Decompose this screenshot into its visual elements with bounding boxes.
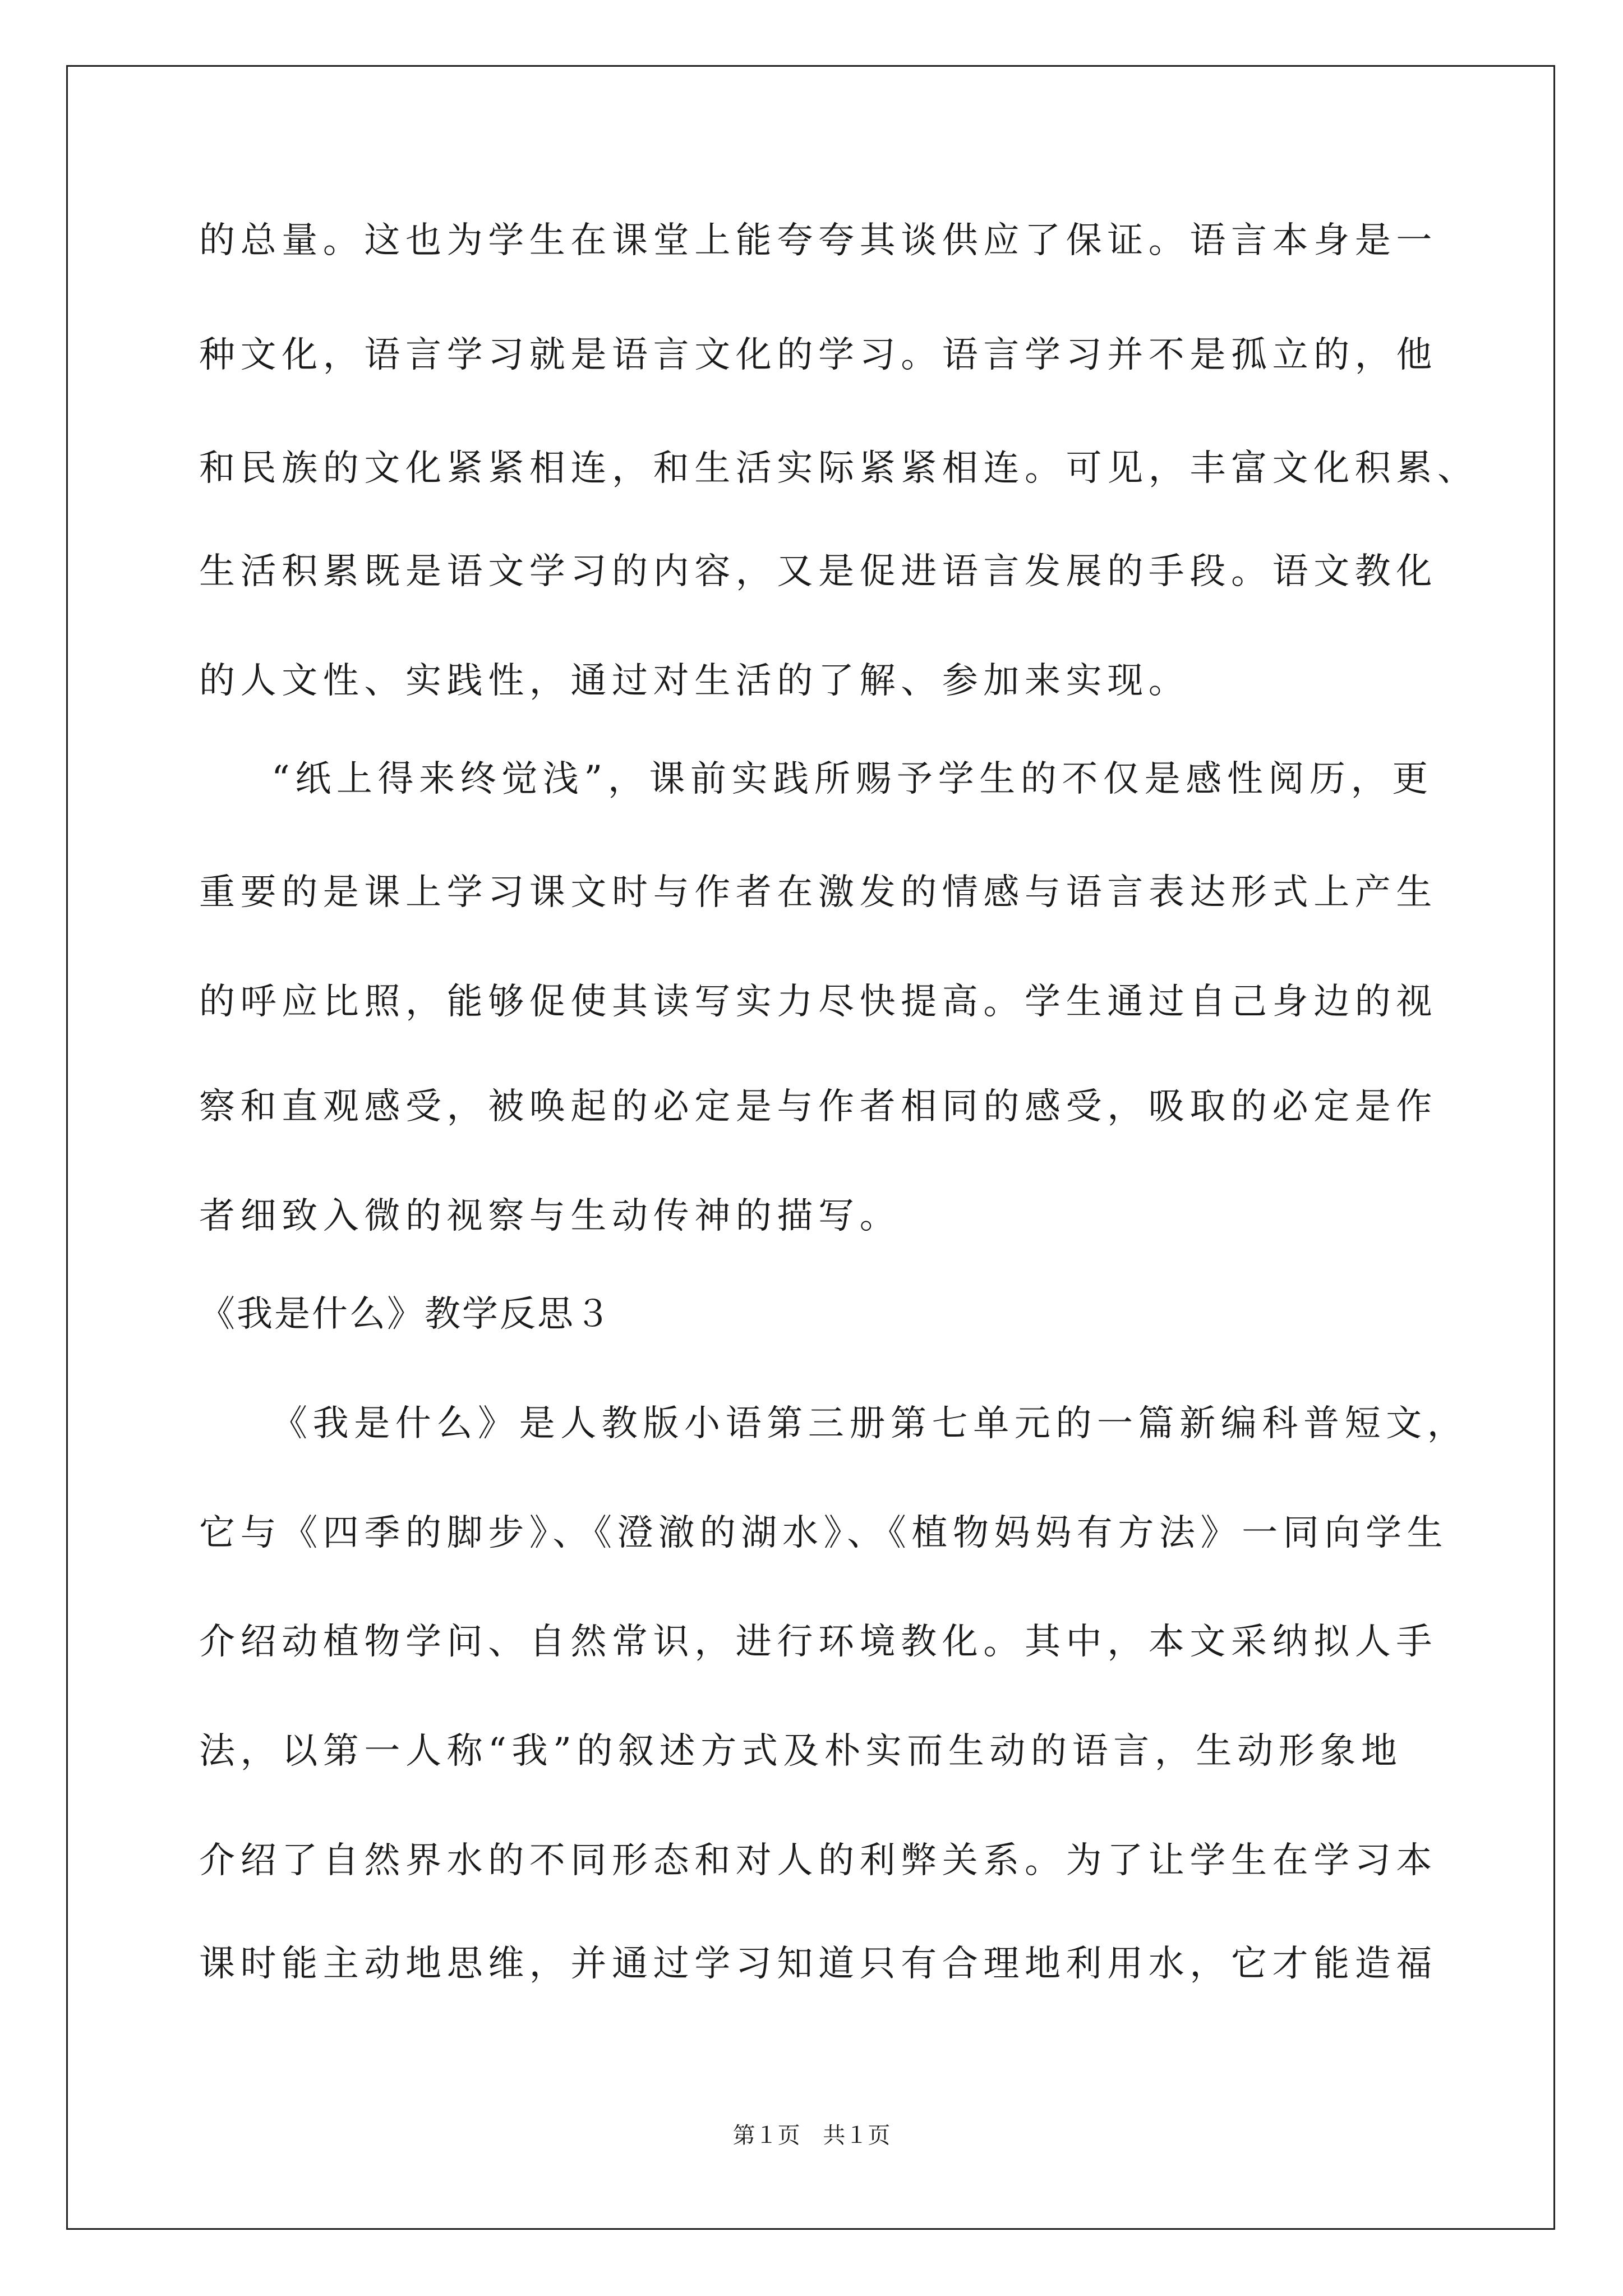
paragraph-3-line-6: 课时能主动地思维，并通过学习知道只有合理地利用水，它才能造福: [199, 1943, 1437, 1985]
paragraph-3-line-3: 介绍动植物学问、自然常识，进行环境教化。其中，本文采纳拟人手: [199, 1621, 1437, 1663]
section-heading: 《我是什么》教学反思３: [199, 1294, 612, 1335]
paragraph-2-line-5: 者细致入微的视察与生动传神的描写。: [199, 1195, 901, 1237]
page-number-total: 共１页: [823, 2123, 891, 2148]
paragraph-2-line-4: 察和直观感受，被唤起的必定是与作者相同的感受，吸取的必定是作: [199, 1086, 1437, 1128]
page-border: [66, 65, 1555, 2230]
paragraph-2-line-3: 的呼应比照，能够促使其读写实力尽快提高。学生通过自己身边的视: [199, 981, 1437, 1023]
paragraph-1-line-3: 和民族的文化紧紧相连，和生活实际紧紧相连。可见，丰富文化积累、: [199, 448, 1479, 489]
paragraph-3-line-4: 法，以第一人称“我”的叙述方式及朴实而生动的语言，生动形象地: [199, 1731, 1403, 1772]
paragraph-1-line-1: 的总量。这也为学生在课堂上能夸夸其谈供应了保证。语言本身是一: [199, 220, 1437, 261]
paragraph-2-line-1: “纸上得来终觉浅”，课前实践所赐予学生的不仅是感性阅历，更: [271, 758, 1433, 800]
paragraph-1-line-2: 种文化，语言学习就是语言文化的学习。语言学习并不是孤立的，他: [199, 334, 1437, 376]
paragraph-1-line-4: 生活积累既是语文学习的内容，又是促进语言发展的手段。语文教化: [199, 551, 1437, 592]
paragraph-3-line-2: 它与《四季的脚步》、《澄澈的湖水》、《植物妈妈有方法》一同向学生: [199, 1512, 1449, 1554]
paragraph-3-line-5: 介绍了自然界水的不同形态和对人的利弊关系。为了让学生在学习本: [199, 1840, 1437, 1881]
page-footer: [0, 2124, 1623, 2147]
paragraph-3-line-1: 《我是什么》是人教版小语第三册第七单元的一篇新编科普短文，: [271, 1403, 1469, 1444]
paragraph-2-line-2: 重要的是课上学习课文时与作者在激发的情感与语言表达形式上产生: [199, 872, 1437, 913]
paragraph-1-line-5: 的人文性、实践性，通过对生活的了解、参加来实现。: [199, 660, 1190, 702]
page-number-current: 第１页: [732, 2123, 800, 2148]
